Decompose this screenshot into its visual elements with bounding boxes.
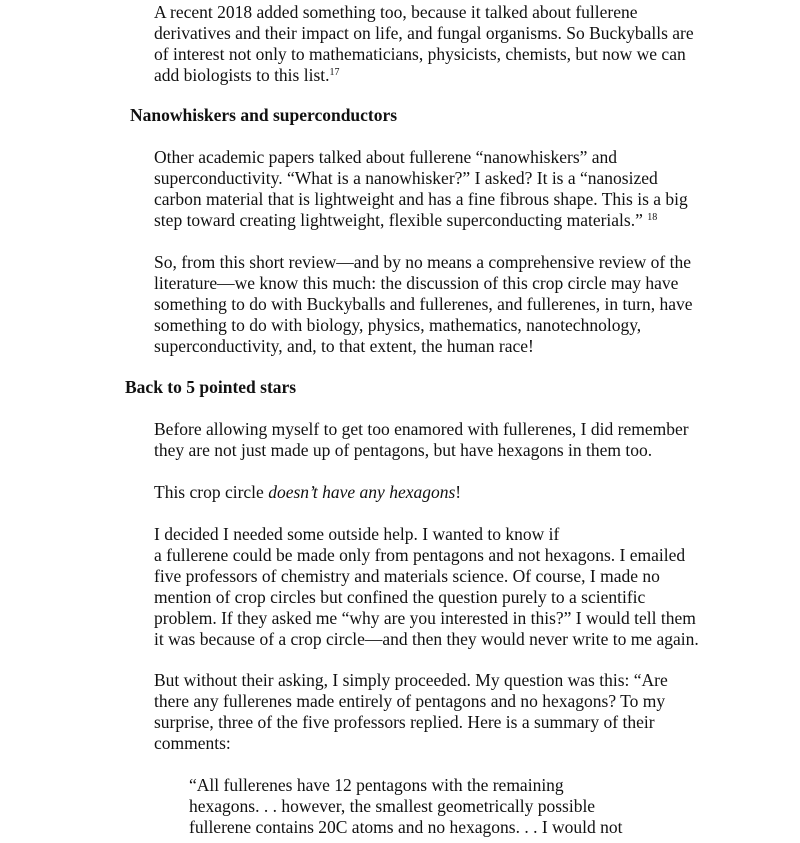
- text-line-content: step toward creating lightweight, flexible superconducting materials.”: [154, 210, 648, 230]
- text-line: fullerene contains 20C atoms and no hexagons. . . I would not: [189, 817, 623, 837]
- text-line-content: add biologists to this list.: [154, 65, 330, 85]
- text-line: [154, 65, 729, 86]
- text-line: they are not just made up of pentagons, but have hexagons in them too.: [154, 440, 653, 460]
- text-prefix: This crop circle: [154, 482, 269, 502]
- footnote-ref-17[interactable]: 17: [329, 67, 340, 78]
- text-line: carbon material that is lightweight and has a fine fibrous shape. This is a big: [154, 189, 688, 209]
- text-line: literature—we know this much: the discussion of this crop circle may have: [154, 273, 679, 293]
- emphasis-text: doesn’t have any hexagons: [268, 482, 456, 502]
- text-line: five professors of chemistry and materials science. Of course, I made no: [154, 566, 660, 586]
- paragraph-enamored: [154, 419, 729, 461]
- paragraph-outside-help: [154, 524, 729, 650]
- text-line: Before allowing myself to get too enamored with fullerenes, I did remember: [154, 419, 689, 439]
- text-line: A recent 2018 added something too, because it talked about fullerene: [154, 2, 638, 22]
- text-line: superconductivity, and, to that extent, the human race!: [154, 336, 534, 356]
- text-line: comments:: [154, 733, 231, 753]
- text-line: surprise, three of the five professors replied. Here is a summary of their: [154, 712, 655, 732]
- text-line: I decided I needed some outside help. I wanted to know if: [154, 524, 560, 544]
- text-line: But without their asking, I simply proceeded. My question was this: “Are: [154, 670, 668, 690]
- section-heading-nanowhiskers: Nanowhiskers and superconductors: [130, 105, 398, 125]
- paragraph-nanowhiskers: [154, 147, 729, 231]
- text-line: something to do with Buckyballs and fullerenes, and fullerenes, in turn, have: [154, 294, 693, 314]
- text-line: a fullerene could be made only from pentagons and not hexagons. I emailed: [154, 545, 686, 565]
- text-line: there any fullerenes made entirely of pentagons and no hexagons? To my: [154, 691, 666, 711]
- text-line: it was because of a crop circle—and then they would never write to me again.: [154, 629, 699, 649]
- paragraph-question: [154, 670, 729, 754]
- text-line: something to do with biology, physics, mathematics, nanotechnology,: [154, 315, 642, 335]
- text-line: [154, 210, 729, 231]
- footnote-ref-18[interactable]: 18: [647, 212, 658, 223]
- text-suffix: !: [455, 482, 462, 502]
- text-line: of interest not only to mathematicians, physicists, chemists, but now we can: [154, 44, 686, 64]
- text-line: derivatives and their impact on life, and fungal organisms. So Buckyballs are: [154, 23, 694, 43]
- block-quote-professor: [189, 775, 709, 838]
- text-line: So, from this short review—and by no means a comprehensive review of the: [154, 252, 692, 272]
- text-line: superconductivity. “What is a nanowhisker?” I asked? It is a “nanosized: [154, 168, 658, 188]
- paragraph-no-hexagons: [154, 482, 729, 503]
- text-line: problem. If they asked me “why are you interested in this?” I would tell them: [154, 608, 696, 628]
- section-heading-pointed-stars: Back to 5 pointed stars: [125, 377, 297, 397]
- paragraph-short-review: [154, 252, 729, 357]
- text-line: “All fullerenes have 12 pentagons with the remaining: [189, 775, 564, 795]
- text-line: [154, 482, 729, 503]
- text-line: mention of crop circles but confined the question purely to a scientific: [154, 587, 646, 607]
- text-line: Other academic papers talked about fullerene “nanowhiskers” and: [154, 147, 618, 167]
- text-line: hexagons. . . however, the smallest geometrically possible: [189, 796, 596, 816]
- paragraph-fullerene-derivatives: [154, 2, 729, 86]
